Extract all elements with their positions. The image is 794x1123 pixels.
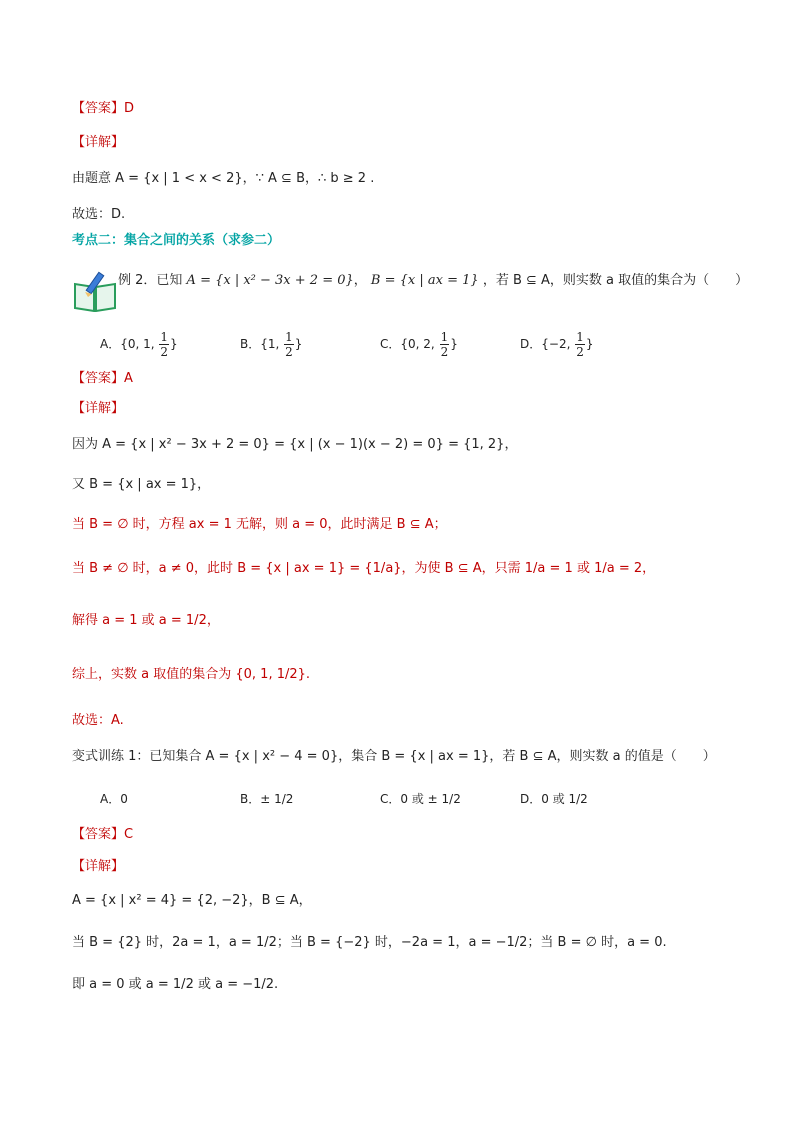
answer-label-1: 【答案】D (72, 101, 135, 116)
detail-label-2: 【详解】 (72, 401, 125, 416)
solution-line-1: 由题意 A = {x | 1 < x < 2}，∵ A ⊆ B，∴ b ≥ 2 . (72, 171, 375, 186)
variant-option-c: C．0 或 ± 1/2 (380, 792, 461, 806)
variant-option-b: B．± 1/2 (240, 792, 294, 806)
solution-2-line-5: 解得 a = 1 或 a = 1/2， (72, 613, 220, 628)
example-2-suffix: ，若 B ⊆ A，则实数 a 取值的集合为（ ） (482, 273, 749, 288)
solution-2-line-6: 综上，实数 a 取值的集合为 {0, 1, 1/2}. (72, 667, 311, 682)
example-2-prefix: 例 2．已知 (118, 273, 183, 288)
solution-3-line-2: 当 B = {2} 时，2a = 1，a = 1/2；当 B = {−2} 时，−2a = 1，a = −1/2；当 B = ∅ 时，a = 0. (72, 935, 667, 950)
variant-option-a: A．0 (100, 792, 128, 806)
section-title: 考点二：集合之间的关系（求参二） (72, 233, 281, 248)
solution-2-line-2: 又 B = {x | ax = 1}， (72, 477, 211, 492)
chosen-line-1: 故选：D. (72, 207, 126, 222)
answer-label-3: 【答案】C (72, 827, 134, 842)
set-b-definition: B = {x | ax = 1} (370, 273, 479, 288)
set-a-definition: A = {x | x² − 3x + 2 = 0} (186, 273, 354, 288)
detail-label-1: 【详解】 (72, 135, 125, 150)
detail-label-3: 【详解】 (72, 859, 125, 874)
variant-option-d: D．0 或 1/2 (520, 792, 588, 806)
option-b: B．{1, $\frac{1}{2}$ } (240, 330, 303, 359)
chosen-line-2: 故选：A. (72, 713, 124, 728)
example-2-question: 例 2．已知 A = {x | x² − 3x + 2 = 0}， B = {x | ax = 1} ，若 B ⊆ A，则实数 a 取值的集合为（ ） (118, 273, 749, 288)
option-a: A．{0, 1, $\frac{1}{2}$ } (100, 330, 178, 359)
solution-2-line-3: 当 B = ∅ 时，方程 ax = 1 无解，则 a = 0，此时满足 B ⊆ A； (72, 517, 447, 532)
option-c: C．{0, 2, $\frac{1}{2}$ } (380, 330, 458, 359)
solution-3-line-1: A = {x | x² = 4} = {2, −2}，B ⊆ A， (72, 893, 312, 908)
book-pencil-icon (72, 270, 118, 312)
solution-2-line-1: 因为 A = {x | x² − 3x + 2 = 0} = {x | (x − 1)(x − 2) = 0} = {1, 2}， (72, 437, 518, 452)
solution-3-line-3: 即 a = 0 或 a = 1/2 或 a = −1/2. (72, 977, 279, 992)
option-d: D．{−2, $\frac{1}{2}$ } (520, 330, 594, 359)
answer-label-2: 【答案】A (72, 371, 133, 386)
solution-2-line-4: 当 B ≠ ∅ 时，a ≠ 0，此时 B = {x | ax = 1} = {1/a}，为使 B ⊆ A，只需 1/a = 1 或 1/a = 2， (72, 561, 656, 576)
variant-1-question: 变式训练 1：已知集合 A = {x | x² − 4 = 0}，集合 B = {x | ax = 1}，若 B ⊆ A，则实数 a 的值是（ ） (72, 749, 716, 764)
